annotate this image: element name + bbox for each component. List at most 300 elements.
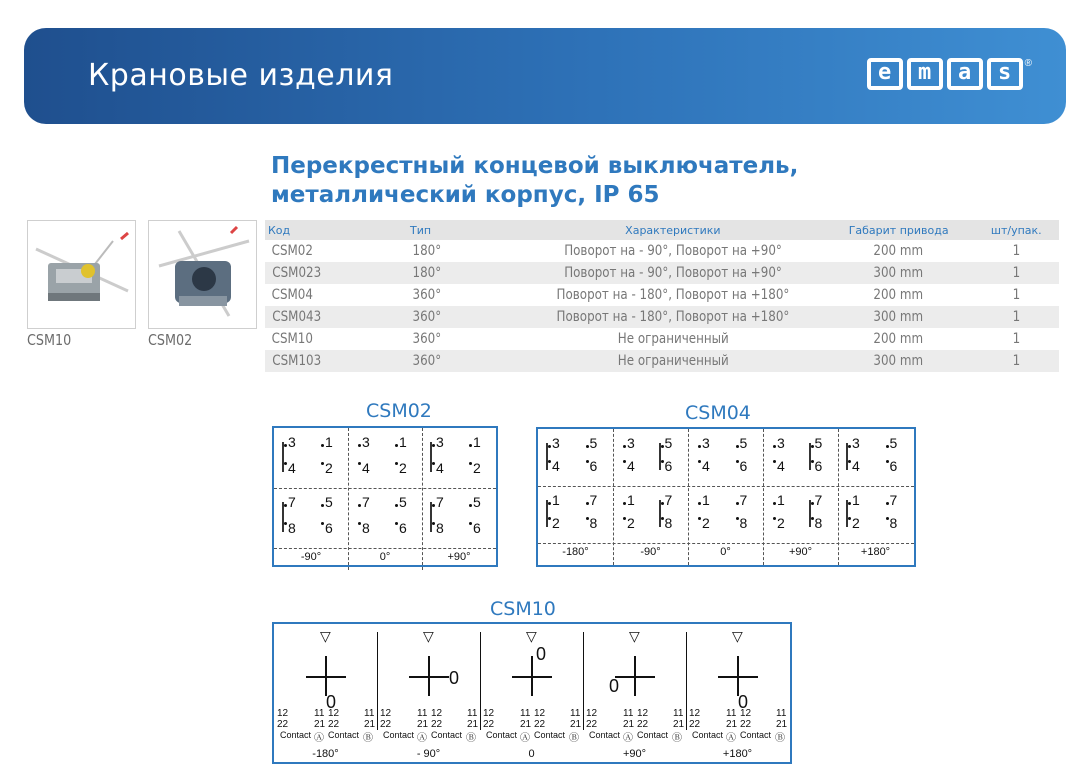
cell-text: Поворот на - 180°, Поворот на +180° — [556, 287, 790, 303]
table-row — [265, 262, 1059, 284]
contact-number: 6 — [889, 458, 898, 474]
table-cell — [974, 262, 1059, 284]
contact-dot — [698, 517, 701, 520]
contact-dot — [548, 517, 551, 520]
table-cell — [522, 306, 824, 328]
contact-dot — [661, 502, 664, 505]
table-cell — [824, 306, 974, 328]
contact-number: 8 — [589, 515, 598, 531]
zero-mark: 0 — [536, 644, 547, 664]
contact-dot — [886, 502, 889, 505]
angle-label: -180° — [562, 546, 589, 558]
rotation-arrow: ▽ — [423, 628, 434, 644]
zero-mark: 0 — [609, 676, 620, 696]
table-header-row — [265, 220, 1059, 240]
contact-dot — [548, 502, 551, 505]
contact-letter: Ⓑ — [672, 733, 682, 744]
contact-dot — [284, 522, 287, 525]
rotation-arrow: ▽ — [732, 628, 743, 644]
cell-text: CSM043 — [272, 309, 322, 325]
contact-number: 12 — [586, 708, 598, 719]
contact-dot — [773, 460, 776, 463]
contact-bridge — [430, 442, 432, 472]
contact-dot — [811, 502, 814, 505]
contact-number: 11 — [776, 708, 787, 719]
contact-number: 6 — [664, 458, 673, 474]
contact-number: 11 — [364, 708, 375, 719]
contact-dot — [736, 445, 739, 448]
column-header: Характеристики — [522, 220, 824, 240]
header-banner — [24, 28, 1066, 124]
contact-dot — [848, 502, 851, 505]
contact-number: 12 — [328, 708, 340, 719]
contact-dot — [321, 504, 324, 507]
contact-dot — [773, 517, 776, 520]
contact-number: 12 — [740, 708, 752, 719]
contact-number: 12 — [483, 708, 495, 719]
angle-label: +90° — [622, 748, 647, 760]
contact-dot — [548, 445, 551, 448]
contact-number: 22 — [277, 719, 289, 730]
cell-text: Поворот на - 180°, Поворот на +180° — [556, 309, 790, 325]
contact-number: 22 — [740, 719, 752, 730]
contact-number: 21 — [776, 719, 788, 730]
contact-dot — [284, 444, 287, 447]
contact-number: 3 — [436, 434, 444, 450]
contact-number: 3 — [552, 435, 560, 451]
column-divider — [613, 429, 614, 565]
contact-number: 5 — [889, 435, 898, 451]
cross-vertical — [428, 656, 430, 696]
contact-bridge — [282, 442, 284, 472]
contact-number: 8 — [362, 520, 370, 536]
contact-dot — [698, 445, 701, 448]
contact-bridge — [430, 502, 432, 532]
contact-number: 1 — [702, 492, 710, 508]
contact-number: 2 — [627, 515, 635, 531]
contact-dot — [736, 502, 739, 505]
contact-number: 6 — [739, 458, 748, 474]
contact-number: 2 — [399, 460, 407, 476]
contact-number: 22 — [534, 719, 546, 730]
table-row — [265, 306, 1059, 328]
table-cell — [974, 284, 1059, 306]
cell-text: 1 — [1012, 287, 1021, 303]
contact-dot — [432, 462, 435, 465]
contact-number: 11 — [570, 708, 581, 719]
table-cell — [522, 350, 824, 372]
contact-dot — [886, 517, 889, 520]
contact-label: Contact — [383, 730, 415, 740]
contact-number: 4 — [777, 458, 785, 474]
contact-dot — [548, 460, 551, 463]
contact-number: 5 — [399, 494, 407, 510]
contact-number: 8 — [664, 515, 673, 531]
contact-letter: Ⓐ — [726, 733, 736, 744]
table-cell — [522, 240, 824, 262]
cell-text: 200 mm — [873, 243, 924, 259]
contact-number: 1 — [777, 492, 785, 508]
contact-bridge — [659, 500, 661, 527]
table-cell — [265, 328, 407, 350]
contact-number: 1 — [325, 434, 333, 450]
contact-dot — [773, 445, 776, 448]
contact-label: Contact — [692, 730, 724, 740]
contact-dot — [432, 522, 435, 525]
angle-label: +180° — [860, 546, 891, 558]
section-divider — [377, 632, 378, 730]
row-divider — [538, 486, 914, 487]
contact-number: 3 — [627, 435, 635, 451]
contact-dot — [395, 522, 398, 525]
table-cell — [265, 350, 407, 372]
contact-number: 21 — [623, 719, 635, 730]
table-cell — [407, 306, 522, 328]
contact-number: 22 — [586, 719, 598, 730]
table-cell — [522, 262, 824, 284]
contact-dot — [321, 522, 324, 525]
contact-dot — [432, 504, 435, 507]
cross-vertical — [531, 656, 533, 696]
rotation-arrow: ▽ — [629, 628, 640, 644]
section-divider — [583, 632, 584, 730]
cell-text: 200 mm — [873, 287, 924, 303]
emas-logo — [867, 58, 1032, 90]
contact-dot — [358, 444, 361, 447]
row-divider — [274, 548, 496, 549]
row-divider — [538, 543, 914, 544]
contact-number: 1 — [552, 492, 560, 508]
angle-label: 0° — [720, 546, 731, 558]
cell-text: 360° — [412, 287, 442, 303]
contact-number: 22 — [328, 719, 340, 730]
contact-dot — [321, 444, 324, 447]
product-title-line2: металлический корпус, IP 65 — [271, 182, 660, 208]
rotation-arrow: ▽ — [320, 628, 331, 644]
contact-number: 11 — [467, 708, 478, 719]
contact-dot — [358, 522, 361, 525]
contact-number: 21 — [520, 719, 532, 730]
contact-bridge — [282, 502, 284, 532]
photo-caption: CSM02 — [148, 331, 193, 349]
contact-dot — [811, 460, 814, 463]
zero-mark: 0 — [326, 692, 337, 712]
contact-number: 4 — [852, 458, 860, 474]
contact-number: 7 — [889, 492, 898, 508]
contact-number: 3 — [777, 435, 785, 451]
contact-number: 2 — [852, 515, 860, 531]
section-divider — [480, 632, 481, 730]
contact-dot — [469, 444, 472, 447]
cell-text: 1 — [1012, 265, 1021, 281]
contact-number: 6 — [589, 458, 598, 474]
csm10-diagram — [272, 622, 792, 764]
cell-text: CSM10 — [271, 331, 313, 347]
contact-number: 21 — [314, 719, 326, 730]
table-cell — [265, 240, 407, 262]
contact-label: Contact — [534, 730, 566, 740]
column-header: Тип — [407, 220, 522, 240]
contact-number: 22 — [431, 719, 443, 730]
contact-number: 2 — [702, 515, 710, 531]
contact-number: 6 — [399, 520, 407, 536]
contact-dot — [469, 504, 472, 507]
cross-vertical — [737, 656, 739, 696]
contact-dot — [395, 504, 398, 507]
contact-letter: Ⓑ — [466, 733, 476, 744]
contact-bridge — [809, 443, 811, 470]
contact-dot — [661, 517, 664, 520]
table-cell — [974, 350, 1059, 372]
contact-dot — [469, 522, 472, 525]
contact-label: Contact — [280, 730, 312, 740]
cell-text: CSM02 — [271, 243, 313, 259]
table-cell — [407, 328, 522, 350]
table-cell — [824, 328, 974, 350]
csm02-photo — [148, 220, 257, 329]
contact-label: Contact — [589, 730, 621, 740]
cell-text: 360° — [412, 309, 442, 325]
contact-number: 12 — [380, 708, 392, 719]
contact-number: 21 — [726, 719, 738, 730]
table-cell — [265, 284, 407, 306]
contact-number: 7 — [436, 494, 444, 510]
photo-caption: CSM10 — [27, 331, 72, 349]
contact-number: 4 — [436, 460, 444, 476]
table-row — [265, 284, 1059, 306]
contact-number: 4 — [362, 460, 370, 476]
contact-bridge — [846, 500, 848, 527]
contact-number: 2 — [777, 515, 785, 531]
contact-number: 22 — [637, 719, 649, 730]
contact-dot — [623, 502, 626, 505]
contact-number: 21 — [417, 719, 429, 730]
csm10-photo — [27, 220, 136, 329]
csm04-title: CSM04 — [685, 402, 751, 424]
logo-letter: m — [907, 58, 943, 90]
contact-bridge — [546, 443, 548, 470]
contact-dot — [321, 462, 324, 465]
contact-bridge — [809, 500, 811, 527]
csm10-title: CSM10 — [490, 598, 556, 620]
cell-text: 300 mm — [873, 265, 924, 281]
column-header: шт/упак. — [974, 220, 1059, 240]
table-cell — [974, 306, 1059, 328]
csm04-diagram — [536, 427, 916, 567]
table-row — [265, 350, 1059, 372]
contact-dot — [886, 445, 889, 448]
contact-letter: Ⓑ — [363, 733, 373, 744]
contact-bridge — [846, 443, 848, 470]
angle-label: -90° — [300, 551, 322, 563]
table-cell — [522, 284, 824, 306]
column-header: Код — [265, 220, 407, 240]
contact-dot — [736, 460, 739, 463]
contact-number: 12 — [431, 708, 443, 719]
contact-label: Contact — [328, 730, 360, 740]
contact-number: 8 — [889, 515, 898, 531]
cell-text: CSM103 — [272, 353, 322, 369]
table-cell — [824, 262, 974, 284]
cell-text: Не ограниченный — [617, 353, 729, 369]
contact-dot — [586, 445, 589, 448]
contact-dot — [848, 445, 851, 448]
contact-dot — [284, 504, 287, 507]
contact-number: 7 — [664, 492, 673, 508]
contact-number: 3 — [702, 435, 710, 451]
rotation-arrow: ▽ — [526, 628, 537, 644]
cell-text: 1 — [1012, 353, 1021, 369]
angle-label: +90° — [447, 551, 471, 563]
contact-dot — [586, 517, 589, 520]
product-title — [271, 152, 798, 210]
contact-number: 12 — [277, 708, 289, 719]
table-row — [265, 328, 1059, 350]
contact-number: 5 — [664, 435, 673, 451]
column-divider — [688, 429, 689, 565]
table-cell — [407, 284, 522, 306]
angle-label: +180° — [722, 748, 753, 760]
cell-text: 1 — [1012, 331, 1021, 347]
logo-letter: a — [947, 58, 983, 90]
cell-text: CSM023 — [272, 265, 322, 281]
contact-number: 7 — [814, 492, 823, 508]
cross-vertical — [325, 656, 327, 696]
contact-dot — [623, 445, 626, 448]
contact-number: 11 — [314, 708, 325, 719]
contact-dot — [432, 444, 435, 447]
contact-number: 11 — [673, 708, 684, 719]
cell-text: 360° — [412, 353, 442, 369]
contact-dot — [623, 517, 626, 520]
cell-text: Поворот на - 90°, Поворот на +90° — [564, 243, 782, 259]
contact-number: 5 — [325, 494, 333, 510]
cell-text: 300 mm — [873, 309, 924, 325]
contact-number: 2 — [552, 515, 560, 531]
logo-letter: s — [987, 58, 1023, 90]
contact-number: 1 — [473, 434, 481, 450]
contact-dot — [698, 460, 701, 463]
contact-number: 1 — [852, 492, 860, 508]
contact-number: 3 — [362, 434, 370, 450]
contact-number: 12 — [689, 708, 701, 719]
table-cell — [522, 328, 824, 350]
zero-mark: 0 — [738, 692, 749, 712]
contact-dot — [848, 517, 851, 520]
angle-label: +90° — [788, 546, 813, 558]
contact-label: Contact — [431, 730, 463, 740]
contact-number: 4 — [288, 460, 296, 476]
contact-dot — [736, 517, 739, 520]
table-cell — [974, 240, 1059, 262]
logo-letter: e — [867, 58, 903, 90]
contact-dot — [586, 460, 589, 463]
table-cell — [407, 350, 522, 372]
table-cell — [265, 262, 407, 284]
contact-number: 8 — [288, 520, 296, 536]
angle-label: 0° — [379, 551, 391, 563]
contact-letter: Ⓑ — [775, 733, 785, 744]
contact-letter: Ⓑ — [569, 733, 579, 744]
csm02-diagram — [272, 426, 498, 567]
contact-number: 7 — [589, 492, 598, 508]
contact-number: 2 — [325, 460, 333, 476]
contact-number: 8 — [739, 515, 748, 531]
contact-letter: Ⓐ — [314, 733, 324, 744]
registered-mark: ® — [1024, 58, 1032, 69]
angle-label: -90° — [640, 546, 661, 558]
cell-text: 180° — [412, 243, 442, 259]
contact-dot — [623, 460, 626, 463]
contact-dot — [661, 445, 664, 448]
contact-number: 5 — [589, 435, 598, 451]
contact-number: 1 — [627, 492, 635, 508]
contact-bridge — [546, 500, 548, 527]
table-cell — [265, 306, 407, 328]
table-cell — [974, 328, 1059, 350]
contact-number: 6 — [473, 520, 481, 536]
table-row — [265, 240, 1059, 262]
contact-number: 5 — [739, 435, 748, 451]
contact-number: 11 — [520, 708, 531, 719]
contact-letter: Ⓐ — [520, 733, 530, 744]
contact-number: 1 — [399, 434, 407, 450]
cross-vertical — [634, 656, 636, 696]
contact-dot — [358, 462, 361, 465]
contact-dot — [886, 460, 889, 463]
contact-number: 21 — [467, 719, 479, 730]
column-header: Габарит привода — [824, 220, 974, 240]
contact-number: 21 — [673, 719, 685, 730]
cell-text: 1 — [1012, 243, 1021, 259]
cell-text: Поворот на - 90°, Поворот на +90° — [564, 265, 782, 281]
contact-number: 12 — [534, 708, 546, 719]
cell-text: CSM04 — [271, 287, 313, 303]
csm02-title: CSM02 — [366, 400, 432, 422]
contact-dot — [358, 504, 361, 507]
contact-label: Contact — [637, 730, 669, 740]
zero-mark: 0 — [449, 668, 460, 688]
cell-text: 1 — [1012, 309, 1021, 325]
contact-number: 6 — [814, 458, 823, 474]
contact-number: 3 — [288, 434, 296, 450]
contact-number: 3 — [852, 435, 860, 451]
contact-dot — [811, 517, 814, 520]
contact-number: 5 — [473, 494, 481, 510]
contact-number: 2 — [473, 460, 481, 476]
contact-label: Contact — [740, 730, 772, 740]
contact-dot — [698, 502, 701, 505]
table-cell — [824, 284, 974, 306]
column-divider — [763, 429, 764, 565]
contact-number: 7 — [739, 492, 748, 508]
contact-dot — [586, 502, 589, 505]
contact-number: 7 — [288, 494, 296, 510]
contact-number: 21 — [364, 719, 376, 730]
product-title-line1: Перекрестный концевой выключатель, — [271, 153, 799, 179]
contact-number: 7 — [362, 494, 370, 510]
table-cell — [407, 240, 522, 262]
cell-text: 300 mm — [873, 353, 924, 369]
contact-number: 8 — [814, 515, 823, 531]
table-cell — [407, 262, 522, 284]
contact-number: 11 — [726, 708, 737, 719]
contact-number: 8 — [436, 520, 444, 536]
table-cell — [824, 240, 974, 262]
header-title: Крановые изделия — [88, 58, 394, 93]
table-cell — [824, 350, 974, 372]
row-divider — [274, 488, 496, 489]
